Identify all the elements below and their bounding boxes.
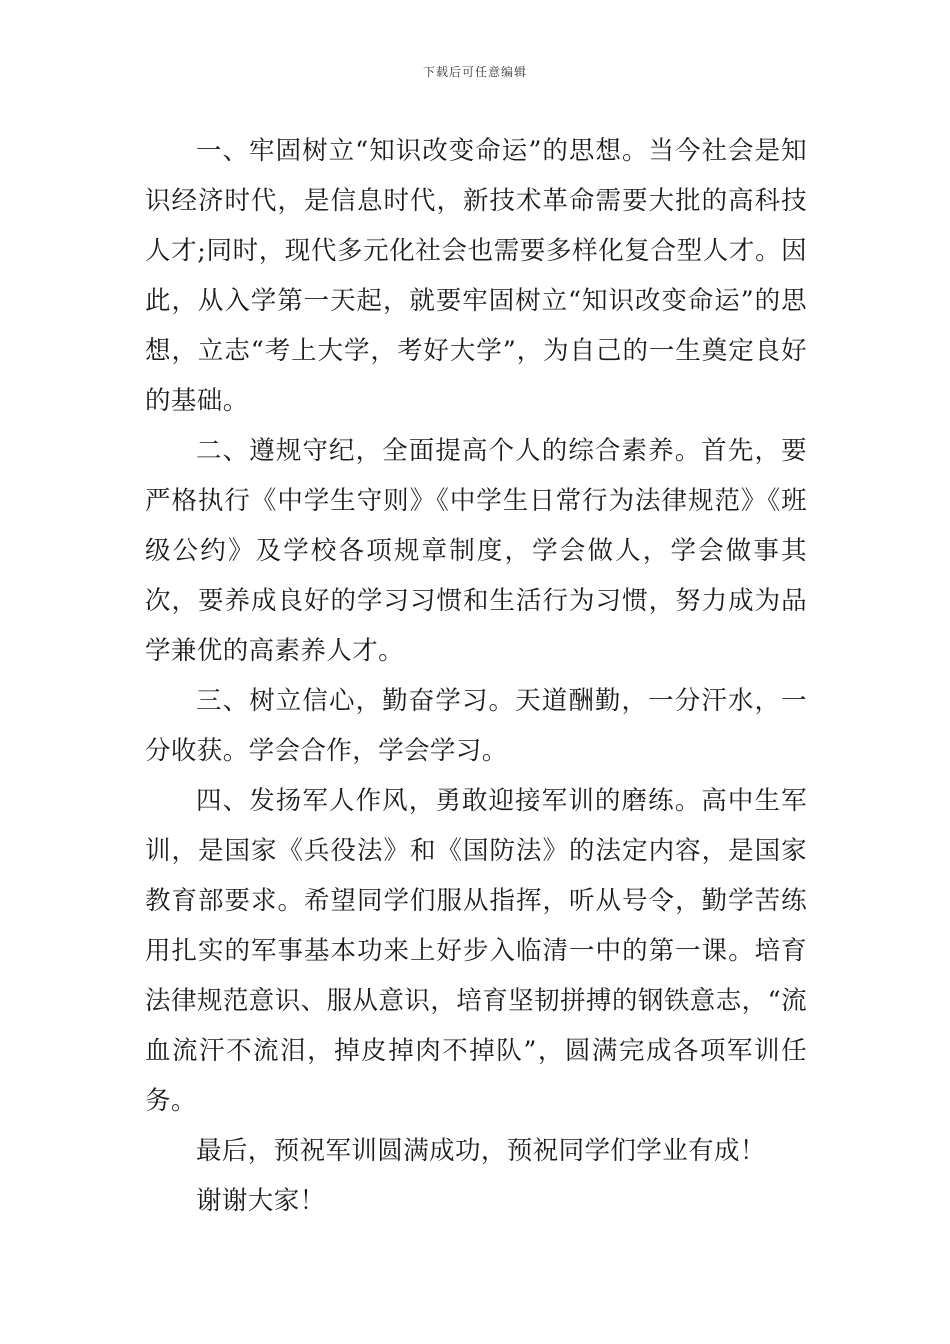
paragraph-discipline: 二、遵规守纪，全面提高个人的综合素养。首先，要严格执行《中学生守则》《中学生日常行为法律规范》《班级公约》及学校各项规章制度，学会做人，学会做事其次，要养成良好的学习习惯和生活行为习惯，努力成为品学兼优的高素养人才。 <box>145 436 807 666</box>
paragraph-knowledge-changes-destiny: 一、牢固树立“知识改变命运”的思想。当今社会是知识经济时代，是信息时代，新技术革命需要大批的高科技人才;同时，现代多元化社会也需要多样化复合型人才。因此，从入学第一天起，就要牢固树立“知识改变命运”的思想，立志“考上大学，考好大学”，为自己的一生奠定良好的基础。 <box>145 136 807 416</box>
document-body <box>145 126 807 1226</box>
paragraph-confidence-study: 三、树立信心，勤奋学习。天道酬勤，一分汗水，一分收获。学会合作，学会学习。 <box>145 686 807 766</box>
paragraph-military-training: 四、发扬军人作风，勇敢迎接军训的磨练。高中生军训，是国家《兵役法》和《国防法》的法定内容，是国家教育部要求。希望同学们服从指挥，听从号令，勤学苦练用扎实的军事基本功来上好步入临清一中的第一课。培育法律规范意识、服从意识，培育坚韧拼搏的钢铁意志，“流血流汗不流泪，掉皮掉肉不掉队”，圆满完成各项军训任务。 <box>145 786 807 1116</box>
page-header-note: 下载后可任意编辑 <box>422 65 527 79</box>
paragraph-closing-wishes: 最后，预祝军训圆满成功，预祝同学们学业有成！ <box>196 1136 766 1166</box>
paragraph-thanks: 谢谢大家！ <box>196 1186 326 1216</box>
